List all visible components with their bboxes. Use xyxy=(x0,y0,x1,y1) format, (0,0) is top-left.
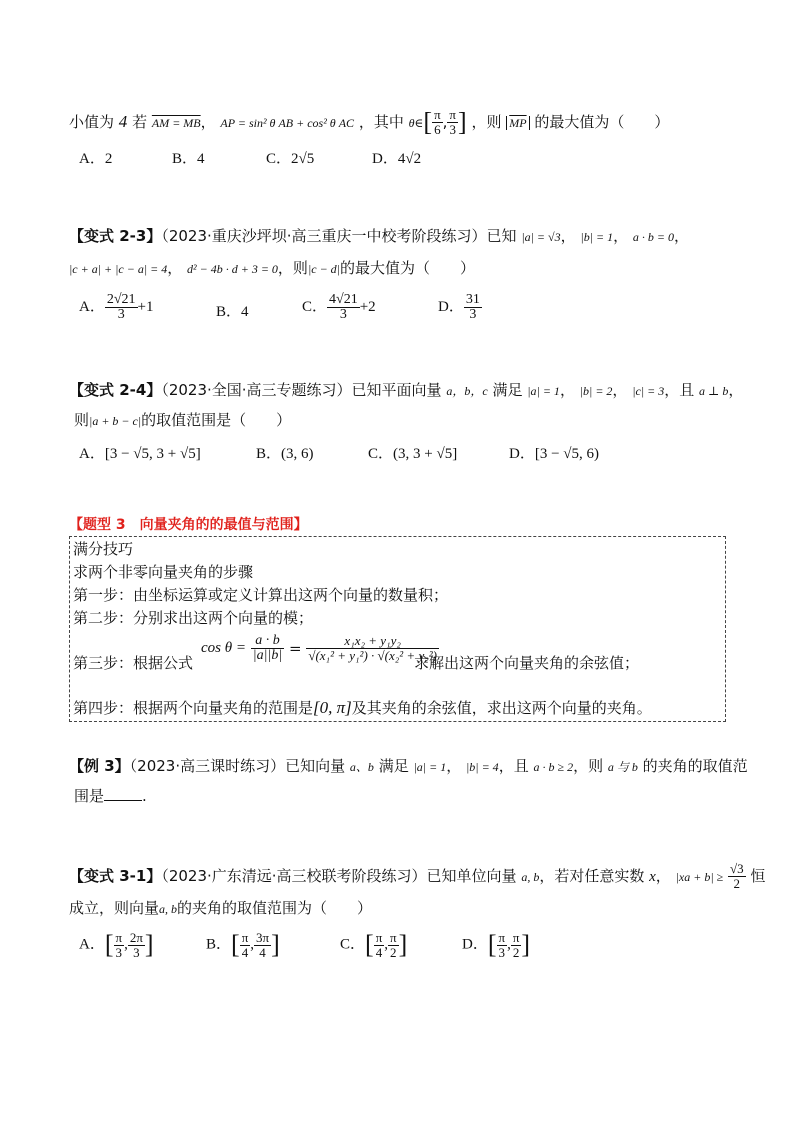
prev-text-a: 小值为 xyxy=(69,113,115,131)
q23-line2: |c + a| + |c − a| = 4， d² − 4b · d + 3 = 0，则|c − d|的最大值为（ ） xyxy=(69,259,475,277)
q31-option-c: C．[ $\frac{\pi}{4}$ , $\frac{\pi}{2}$ ] xyxy=(340,929,408,960)
q24-ask-a: 则 xyxy=(74,411,90,429)
formula-num-2: x₁x₂ + y₁y₂ xyxy=(306,634,439,649)
prev-range-lo-den: 6 xyxy=(434,122,441,137)
q24-option-a: A．[3 − √5, 3 + √5] xyxy=(79,446,201,462)
prev-range-hi-den: 3 xyxy=(449,122,456,137)
q23-cond-1: |a| = √3 xyxy=(521,230,561,244)
tips-subtitle: 求两个非零向量夹角的步骤 xyxy=(73,563,254,581)
q23-option-c-num: 4√21 xyxy=(329,292,358,307)
q23-ask-expr: |c − d| xyxy=(307,262,340,276)
q31-d-hi-den: 2 xyxy=(512,944,520,960)
formula-den-1: |a||b| xyxy=(252,648,283,663)
ex3-text-d: ，则 xyxy=(573,757,604,775)
prev-text-e: ，则 xyxy=(471,113,502,131)
q31-b-lo-den: 4 xyxy=(241,944,249,960)
step3-formula: cos θ = $\frac{a \cdot b}{|a||b|}$ = $\frac{\text{x₁x₂ + y₁y₂}}{\text{√(x₁² + y₁²) · √(x₂² + y₂²)}}$ xyxy=(201,633,437,663)
ex3-line1: 【例 3】（2023·高三课时练习）已知向量 a、b 满足 |a| = 1， |b| = 4，且 a · b ≥ 2，则 a 与 b 的夹角的取值范 xyxy=(69,757,748,775)
q24-source: （2023·全国·高三专题练习）已知平面向量 xyxy=(161,381,442,399)
prev-am-mb: AM = MB xyxy=(151,116,201,130)
q31-a-hi-den: 3 xyxy=(133,944,140,960)
q31-line2-b: 的夹角的取值范围为（ ） xyxy=(177,899,373,917)
ex3-text-b: 满足 xyxy=(378,757,409,775)
q24-option-d: D．[3 − √5, 6) xyxy=(509,446,600,462)
q24-option-b: B．(3, 6) xyxy=(256,446,314,462)
ex3-tag: 【例 3】 xyxy=(69,757,130,775)
ex3-vars: a、b xyxy=(349,760,374,774)
ex3-text-a: （2023·高三课时练习）已知向量 xyxy=(129,757,346,775)
q31-option-d: D．[ $\frac{\pi}{3}$ , $\frac{\pi}{2}$ ] xyxy=(462,929,531,960)
ex3-cond-3: a · b ≥ 2 xyxy=(533,760,574,774)
q31-x: x xyxy=(649,869,656,885)
prev-value-4: 4 xyxy=(118,112,128,131)
q31-d-lo-num: π xyxy=(498,929,506,945)
q24-cond-4: a ⊥ b xyxy=(699,384,729,398)
q24-cond-3: |c| = 3 xyxy=(632,384,665,398)
q24-cond-text: 满足 xyxy=(492,381,523,399)
q31-b-hi-den: 4 xyxy=(259,944,266,960)
q23-option-b: B．4 xyxy=(216,304,249,320)
q23-option-a-den: 3 xyxy=(117,307,125,322)
ex3-line2 xyxy=(74,785,147,807)
q24-option-c: C．(3, 3 + √5] xyxy=(368,446,458,462)
q24-vars: a，b，c xyxy=(446,384,488,398)
q23-cond-5: d² − 4b · d + 3 = 0 xyxy=(187,262,278,276)
tips-step-1: 第一步：由坐标运算或定义计算出这两个向量的数量积； xyxy=(73,586,449,604)
prev-option-b: B．4 xyxy=(172,151,205,167)
q31-option-a: A．[ $\frac{\pi}{3}$ , $\frac{2\pi}{3}$ ] xyxy=(79,929,154,960)
step4-text-b: 及其夹角的余弦值，求出这两个向量的夹角。 xyxy=(351,699,652,717)
q31-ineq-den: 2 xyxy=(733,876,741,891)
step3-text-b: 求解出这两个向量夹角的余弦值； xyxy=(414,654,640,672)
prev-ap-expr: AP = sin² θ AB + cos² θ AC xyxy=(220,116,355,130)
q31-source: （2023·广东清远·高三校联考阶段练习）已知单位向量 xyxy=(161,867,517,885)
ex3-cond-1: |a| = 1 xyxy=(413,760,447,774)
prev-range-hi-num: π xyxy=(449,107,456,122)
q31-tag: 【变式 3-1】 xyxy=(69,867,162,885)
ex3-text-c: ，且 xyxy=(498,757,529,775)
q31-option-a-label: A． xyxy=(79,936,105,953)
q23-option-a xyxy=(79,293,154,322)
tips-step-3 xyxy=(73,652,193,674)
q24-line2 xyxy=(74,409,291,432)
q31-line2 xyxy=(69,897,372,920)
q31-line2-vars: a, b xyxy=(159,902,178,916)
q23-ask-b: 的最大值为（ ） xyxy=(339,259,475,277)
prev-theta-in: θ∈ xyxy=(408,116,424,130)
q23-option-a-num: 2√21 xyxy=(106,292,136,307)
q31-option-b: B．[ $\frac{\pi}{4}$ , $\frac{3\pi}{4}$ ] xyxy=(206,929,280,960)
prev-range-lo-num: π xyxy=(434,107,441,122)
q24-cond-2: |b| = 2 xyxy=(579,384,613,398)
q23-option-d-label: D． xyxy=(438,298,464,315)
formula-num-1: a · b xyxy=(251,634,284,649)
q24-cond-1: |a| = 1 xyxy=(527,384,560,398)
prev-text-c: 若 xyxy=(132,113,148,131)
q23-option-c-label: C． xyxy=(302,298,328,315)
q24-tag: 【变式 2-4】 xyxy=(69,381,162,399)
prev-text-d: ，其中 xyxy=(358,113,404,131)
q23-option-d xyxy=(438,293,482,322)
q31-c-hi-num: π xyxy=(390,929,397,945)
q23-option-a-tail: +1 xyxy=(137,298,154,315)
q24-ask-expr: |a + b − c| xyxy=(89,414,142,428)
prev-question-line1: 小值为 4 若 AM = MB， AP = sin² θ AB + cos² θ AC ，其中 θ∈[ $\frac{\pi}{6}$ , $\frac{\pi}{3}$ ] ，则 $\overline{MP}$ 的最大值为（ ） xyxy=(69,107,670,137)
q31-a-hi-num: 2π xyxy=(129,929,143,945)
prev-option-c: C．2√5 xyxy=(266,151,315,167)
prev-text-f: 的最大值为（ ） xyxy=(534,113,670,131)
q23-option-c-tail: +2 xyxy=(359,298,376,315)
prev-option-a: A．2 xyxy=(79,151,113,167)
q31-ineq-num: √3 xyxy=(729,861,744,876)
q31-ineq-lhs: |xa + b| ≥ xyxy=(675,870,724,884)
prev-option-d: D．4√2 xyxy=(372,151,422,167)
ex3-text-f: 的夹角的取值范 xyxy=(642,757,748,775)
q23-cond-2: |b| = 1 xyxy=(580,230,614,244)
q31-option-c-label: C． xyxy=(340,936,366,953)
q31-option-b-label: B． xyxy=(206,936,232,953)
q31-a-lo-num: π xyxy=(115,929,123,945)
tips-step-2: 第二步：分别求出这两个向量的模； xyxy=(73,609,314,627)
q31-d-lo-den: 3 xyxy=(498,944,506,960)
q23-source: （2023·重庆沙坪坝·高三重庆一中校考阶段练习）已知 xyxy=(161,227,517,245)
ex3-text-e: a 与 b xyxy=(607,760,638,774)
q23-line1: 【变式 2-3】（2023·重庆沙坪坝·高三重庆一中校考阶段练习）已知 |a| = √3， |b| = 1， a · b = 0， xyxy=(69,227,689,245)
q23-option-d-den: 3 xyxy=(469,307,477,322)
ex3-cond-2: |b| = 4 xyxy=(465,760,499,774)
q23-cond-3: a · b = 0 xyxy=(632,230,674,244)
q23-cond-4: |c + a| + |c − a| = 4 xyxy=(69,262,168,276)
q23-option-d-num: 31 xyxy=(465,292,480,307)
step3-text-a: 第三步：根据公式 xyxy=(73,654,194,672)
q24-line1: 【变式 2-4】（2023·全国·高三专题练习）已知平面向量 a，b，c 满足 |a| = 1， |b| = 2， |c| = 3，且 a ⊥ b， xyxy=(69,381,744,399)
q31-text-b: ，若对任意实数 xyxy=(539,867,645,885)
q23-option-c-den: 3 xyxy=(339,307,347,322)
q31-vars: a, b xyxy=(521,870,540,884)
q31-b-hi-num: 3π xyxy=(256,929,270,945)
q23-ask-a: ，则 xyxy=(277,259,308,277)
q31-b-lo-num: π xyxy=(241,929,249,945)
q23-option-c xyxy=(302,293,376,322)
formula-den-2: √(x₁² + y₁²) · √(x₂² + y₂²) xyxy=(308,648,437,663)
q23-tag: 【变式 2-3】 xyxy=(69,227,162,245)
ex3-line2-end: . xyxy=(142,787,147,805)
q31-a-lo-den: 3 xyxy=(115,944,123,960)
prev-mp: $\overline{MP}$ xyxy=(509,116,527,130)
q31-text-c: ， xyxy=(655,867,671,885)
q31-line1 xyxy=(69,862,765,891)
q31-option-d-label: D． xyxy=(462,936,488,953)
formula-cos-theta: cos θ = xyxy=(201,640,246,656)
tips-title: 满分技巧 xyxy=(73,540,134,558)
q31-c-hi-den: 2 xyxy=(390,944,397,960)
step4-text-a: 第四步：根据两个向量夹角的范围是 xyxy=(73,699,314,717)
q31-c-lo-num: π xyxy=(375,929,383,945)
tips-step-4 xyxy=(73,697,652,719)
step4-range: [0, π] xyxy=(313,698,352,717)
ex3-line2-text: 围是 xyxy=(74,787,105,805)
q31-line2-a: 成立，则向量 xyxy=(69,899,160,917)
q23-option-a-label: A． xyxy=(79,298,105,315)
section-3-title: 【题型 3 向量夹角的的最值与范围】 xyxy=(69,517,308,533)
q24-and: ，且 xyxy=(664,381,695,399)
q31-d-hi-num: π xyxy=(512,929,520,945)
q24-ask-b: 的取值范围是（ ） xyxy=(141,411,292,429)
q31-text-d: 恒 xyxy=(750,867,766,885)
q31-c-lo-den: 4 xyxy=(375,944,383,960)
answer-blank[interactable] xyxy=(104,786,142,801)
